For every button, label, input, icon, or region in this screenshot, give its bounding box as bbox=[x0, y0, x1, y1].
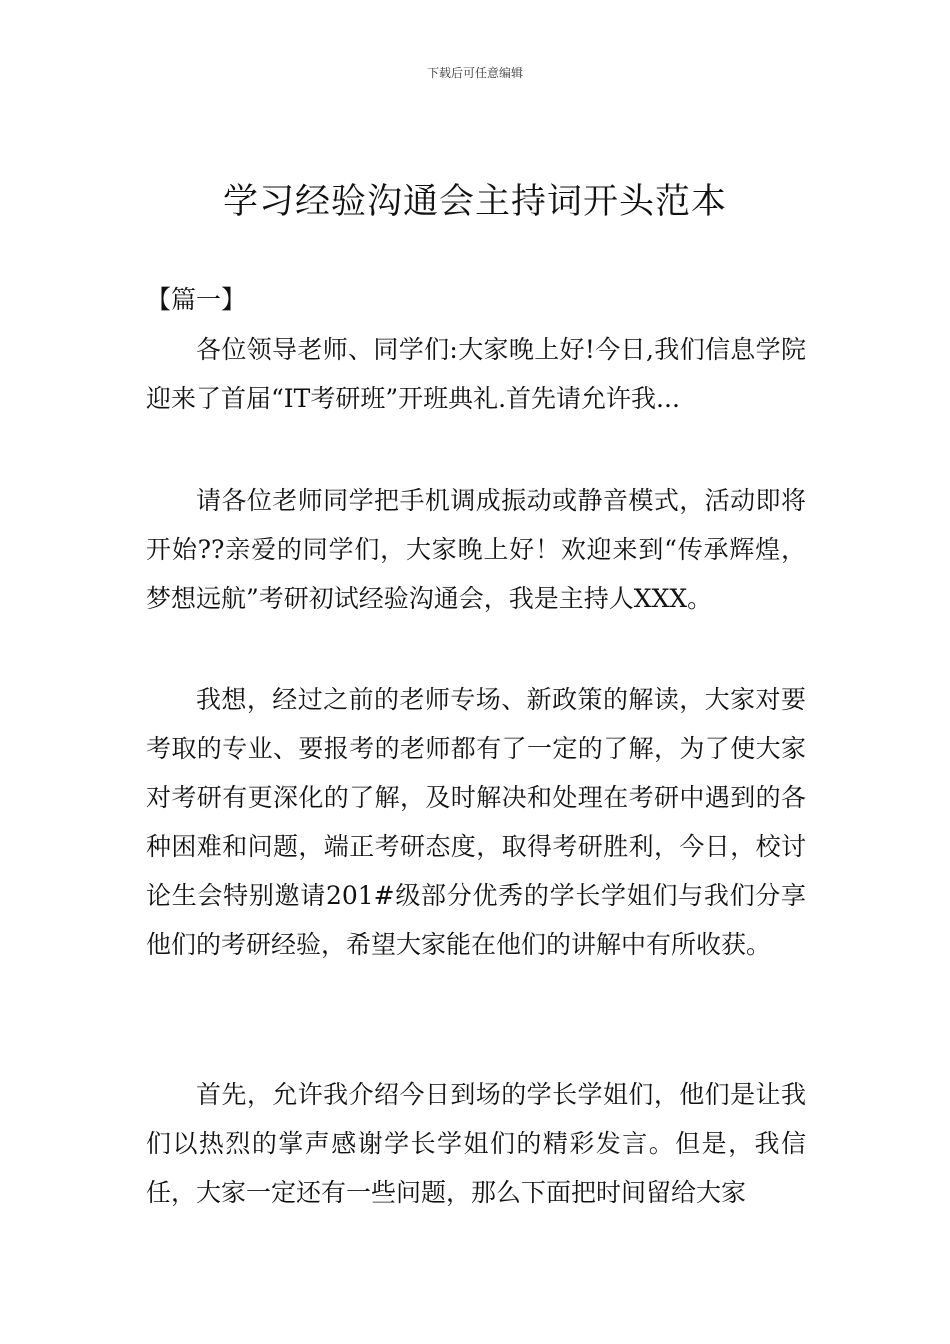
paragraph-2: 请各位老师同学把手机调成振动或静音模式，活动即将开始??亲爱的同学们，大家晚上好！欢迎来到“传承辉煌，梦想远航”考研初试经验沟通会，我是主持人XXX。 bbox=[146, 486, 806, 613]
header-note: 下载后可任意编辑 bbox=[426, 66, 523, 80]
paragraph-3: 我想，经过之前的老师专场、新政策的解读，大家对要考取的专业、要报考的老师都有了一定的了解，为了使大家对考研有更深化的了解，及时解决和处理在考研中遇到的各种困难和问题，端正考研态度，取得考研胜利，今日，校讨论生会特别邀请201#级部分优秀的学长学姐们与我们分享他们的考研经验，希望大家能在他们的讲解中有所收获。 bbox=[146, 685, 806, 959]
document-title: 学习经验沟通会主持词开头范本 bbox=[222, 182, 727, 222]
paragraph-1: 各位领导老师、同学们:大家晚上好!今日,我们信息学院迎来了首届“IT考研班”开班典礼.首先请允许我... bbox=[146, 335, 806, 413]
paragraph-4: 首先，允许我介绍今日到场的学长学姐们，他们是让我们以热烈的掌声感谢学长学姐们的精彩发言。但是，我信任，大家一定还有一些问题，那么下面把时间留给大家 bbox=[146, 1080, 806, 1207]
section-label: 【篇一】 bbox=[146, 285, 247, 314]
